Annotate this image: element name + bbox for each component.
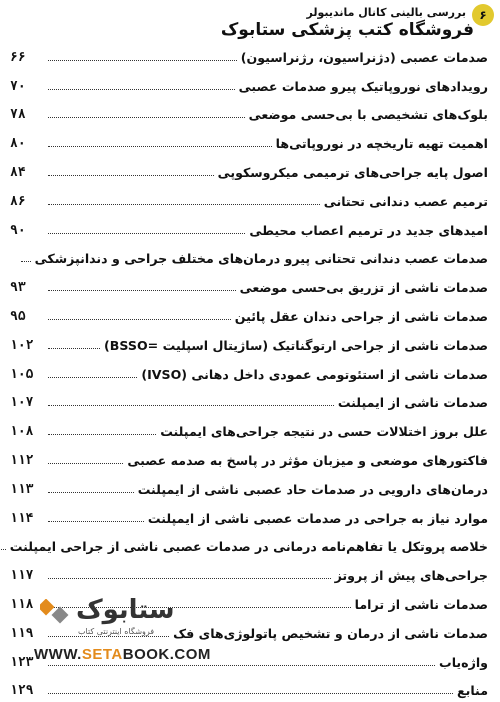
store-title: فروشگاه کتب پزشکی ستابوک	[220, 20, 474, 40]
toc-row	[10, 69, 488, 98]
dot-leader	[48, 319, 231, 320]
dot-leader	[48, 492, 134, 493]
toc-page-number: ۹۰	[10, 222, 26, 238]
toc-page-number: ۱۲۳	[10, 654, 34, 670]
running-head: بررسی بالینی کانال ماندیبولر	[306, 6, 466, 19]
toc-entry-title: صدمات ناشی از ایمپلنت	[337, 395, 488, 411]
toc-row	[10, 242, 488, 271]
toc-entry-title: درمان‌های دارویی در صدمات حاد عصبی ناشی از ایمپلنت	[137, 481, 488, 497]
toc-entry-title: رویدادهای نوروپاتیک پیرو صدمات عصبی	[238, 78, 488, 94]
dot-leader	[48, 204, 320, 205]
toc-entry-title: اصول پایه جراحی‌های ترمیمی میکروسکوپی	[217, 164, 488, 180]
toc-page-number: ۹۳	[10, 280, 26, 296]
toc-row	[10, 472, 488, 501]
toc-page-number: ۹۵	[10, 308, 26, 324]
page-header	[0, 0, 500, 44]
toc-row	[10, 674, 488, 702]
dot-leader	[48, 521, 144, 522]
toc-page-number: ۱۰۷	[10, 395, 34, 411]
toc-page-number: ۷۰	[10, 78, 26, 94]
dot-leader	[48, 434, 156, 435]
toc-entry-title: واژه‌یاب	[439, 654, 488, 670]
dot-leader	[48, 146, 272, 147]
watermark-brand: ستابوک	[76, 595, 175, 625]
toc-entry-title: صدمات ناشی از جراحی ارتوگناتیک (ساژیتال اسپلیت =BSSO)	[104, 337, 488, 353]
watermark-subtitle: فروشگاه اینترنتی کتاب	[78, 627, 155, 636]
toc-entry-title: اهمیت تهیه تاریخچه در نوروپاتی‌ها	[275, 136, 488, 152]
toc-page-number: ۱۱۹	[10, 625, 34, 641]
toc-entry-title: صدمات ناشی از جراحی دندان عقل پائین	[234, 308, 488, 324]
watermark-url-prefix: WWW.	[34, 646, 82, 663]
toc-page-number: ۱۱۴	[10, 510, 34, 526]
dot-leader	[0, 549, 6, 550]
toc-page-number: ۱۰۵	[10, 366, 34, 382]
toc-row	[10, 501, 488, 530]
toc-entry-title: صدمات ناشی از استئوتومی عمودی داخل دهانی (IVSO)	[141, 366, 488, 382]
toc-row	[10, 270, 488, 299]
toc-entry-title: موارد نیاز به جراحی در صدمات عصبی ناشی از ایمپلنت	[147, 510, 488, 526]
toc-row	[10, 126, 488, 155]
toc-entry-title: منابع	[457, 683, 488, 699]
toc-page-number: ۸۴	[10, 164, 26, 180]
toc-page-number: ۷۸	[10, 107, 26, 123]
toc-entry-title: صدمات ناشی از تراما	[354, 596, 488, 612]
dot-leader	[48, 377, 137, 378]
watermark-url-suffix: BOOK.COM	[122, 646, 211, 663]
toc-entry-title: ترمیم عصب دندانی تحتانی	[323, 193, 488, 209]
toc-row	[10, 155, 488, 184]
toc-row	[10, 328, 488, 357]
toc-page-number	[0, 251, 17, 266]
toc-row	[10, 184, 488, 213]
dot-leader	[48, 175, 214, 176]
watermark-url	[34, 646, 211, 663]
watermark-url-accent: SETA	[81, 646, 123, 663]
toc-row	[10, 443, 488, 472]
toc-page-number: ۶۶	[10, 49, 26, 65]
toc-row	[10, 414, 488, 443]
toc-entry-title: صدمات عصبی (دژنراسیون، رژنراسیون)	[240, 49, 488, 65]
dot-leader	[48, 290, 236, 291]
dot-leader	[48, 463, 123, 464]
toc-page-number: ۸۰	[10, 136, 26, 152]
dot-leader	[48, 89, 235, 90]
dot-leader	[48, 693, 453, 694]
dot-leader	[48, 578, 331, 579]
toc-entry-title: بلوک‌های تشخیصی با بی‌حسی موضعی	[248, 107, 488, 123]
setabook-watermark	[34, 595, 214, 665]
toc-row	[10, 558, 488, 587]
toc-page-number: ۱۲۹	[10, 683, 34, 699]
toc-row	[10, 357, 488, 386]
dot-leader	[48, 348, 100, 349]
toc-page-number: ۱۱۸	[10, 596, 34, 612]
dot-leader	[48, 117, 245, 118]
toc-entry-title: خلاصه پروتکل یا تفاهم‌نامه درمانی در صدمات عصبی ناشی از جراحی ایمپلنت	[9, 539, 488, 555]
toc-entry-title: صدمات ناشی از درمان و تشخیص پاتولوژی‌های فک	[173, 625, 488, 641]
toc-page-number: ۱۱۲	[10, 452, 34, 468]
dot-leader	[48, 60, 237, 61]
dot-leader	[48, 405, 334, 406]
toc-page-number: ۱۰۸	[10, 424, 34, 440]
toc-entry-title: جراحی‌های پیش از پروتز	[334, 568, 488, 584]
setabook-logo-icon	[40, 599, 70, 629]
toc-row	[10, 299, 488, 328]
toc-row	[10, 40, 488, 69]
toc-page-number: ۸۶	[10, 193, 26, 209]
toc-page-number: ۱۱۷	[10, 568, 34, 584]
dot-leader	[48, 233, 245, 234]
toc-row	[10, 386, 488, 415]
page-number-badge: ۶	[472, 4, 494, 26]
toc-row	[10, 98, 488, 127]
toc-entry-title: فاکتورهای موضعی و میزبان مؤثر در پاسخ به صدمه عصبی	[127, 452, 488, 468]
dot-leader	[21, 261, 31, 262]
toc-entry-title: صدمات عصب دندانی تحتانی پیرو درمان‌های مختلف جراحی و دندانپزشکی	[34, 251, 488, 267]
toc-entry-title: صدمات ناشی از تزریق بی‌حسی موضعی	[239, 280, 488, 296]
toc-entry-title: امیدهای جدید در ترمیم اعصاب محیطی	[249, 222, 488, 238]
toc-row	[10, 530, 488, 559]
toc-row	[10, 213, 488, 242]
toc-page-number: ۱۱۳	[10, 481, 34, 497]
toc-page-number: ۱۰۲	[10, 337, 34, 353]
toc-entry-title: علل بروز اختلالات حسی در نتیجه جراحی‌های ایمپلنت	[160, 424, 488, 440]
